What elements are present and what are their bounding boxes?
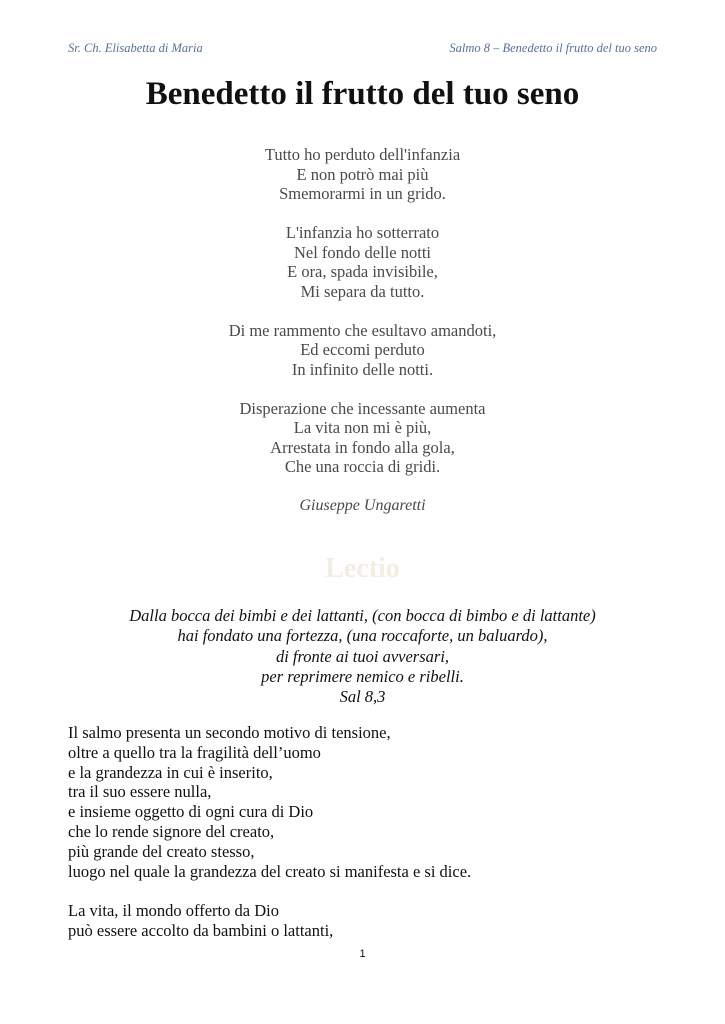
poem-line: Ed eccomi perduto [300,340,425,359]
page-title: Benedetto il frutto del tuo seno [145,76,580,112]
poem-line: E ora, spada invisibile, [287,262,438,281]
poem-line: L'infanzia ho sotterrato [285,223,440,242]
body-text [68,723,657,961]
text-line: più grande del creato stesso, [68,841,255,861]
text-line: La vita, il mondo offerto da Dio [68,901,279,921]
poem-stanza [0,223,725,301]
poem-stanza [0,145,725,204]
poem-line: Di me rammento che esultavo amandoti, [228,320,497,340]
poem-line: Mi separa da tutto. [300,281,425,301]
page-number: 1 [359,948,366,960]
text-line: può essere accolto da bambini o lattanti, [68,920,334,940]
quote-line: di fronte ai tuoi avversari, [275,646,450,666]
section-title: Lectio [325,553,400,584]
page-header [68,41,657,56]
header-author: Sr. Ch. Elisabetta di Maria [68,41,203,55]
paragraph [68,901,657,941]
text-line: oltre a quello tra la fragilità dell’uomo [68,742,321,762]
poem-line: Disperazione che incessante aumenta [239,398,486,418]
poem-line: E non potrò mai più [296,164,429,184]
paragraph [68,723,657,881]
quote-reference: Sal 8,3 [339,687,386,707]
poem-stanza [0,321,725,380]
text-line: tra il suo essere nulla, [68,782,212,802]
text-line: che lo rende signore del creato, [68,821,275,841]
poem-line: Arrestata in fondo alla gola, [270,437,455,457]
poem-line: Smemorarmi in un grido. [279,184,446,203]
poem-line: In infinito delle notti. [291,359,434,379]
text-line: e la grandezza in cui è inserito, [68,762,273,782]
poem-author: Giuseppe Ungaretti [299,497,426,514]
text-line: e insieme oggetto di ogni cura di Dio [68,802,314,822]
text-line: luogo nel quale la grandezza del creato si manifesta e si dice. [68,861,472,881]
poem-stanza [0,399,725,477]
header-subject: Salmo 8 – Benedetto il frutto del tuo seno [449,41,657,55]
poem-line: Tutto ho perduto dell'infanzia [264,145,461,164]
text-line: Il salmo presenta un secondo motivo di tensione, [68,723,391,742]
quote-line: per reprimere nemico e ribelli. [261,666,464,686]
poem-line: Nel fondo delle notti [293,242,431,262]
poem [0,145,725,516]
quote-line: hai fondato una fortezza, (una roccaforte, un baluardo), [177,626,548,646]
quote-line: Dalla bocca dei bimbi e dei lattanti, (con bocca di bimbo e di lattante) [129,606,596,625]
poem-line: La vita non mi è più, [293,418,432,437]
psalm-quote [0,606,725,707]
poem-line: Che una roccia di gridi. [284,457,441,476]
